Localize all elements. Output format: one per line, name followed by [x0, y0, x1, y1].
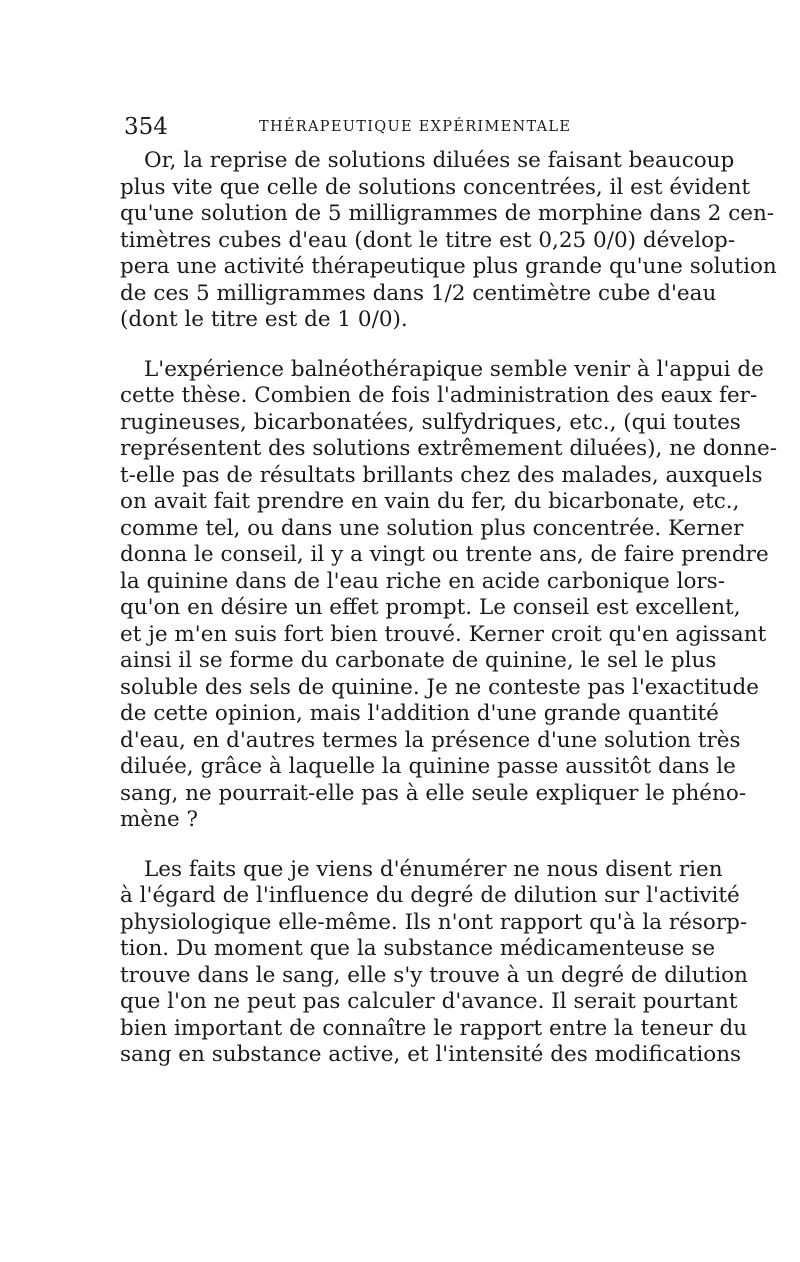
text-line: physiologique elle-même. Ils n'ont rapport qu'à la résorp-	[120, 909, 748, 935]
text-line: mène ?	[120, 807, 199, 832]
text-line: cette thèse. Combien de fois l'administration des eaux fer-	[120, 383, 758, 408]
text-line: pera une activité thérapeutique plus grande qu'une solution	[120, 254, 777, 279]
text-line: diluée, grâce à laquelle la quinine passe aussitôt dans le	[120, 754, 736, 779]
text-line: qu'on en désire un effet prompt. Le conseil est excellent,	[120, 595, 741, 620]
paragraph-gap	[120, 834, 682, 857]
paragraph-1	[120, 148, 777, 334]
running-head	[124, 112, 684, 142]
text-line: soluble des sels de quinine. Je ne conteste pas l'exactitude	[120, 674, 759, 700]
text-line: t-elle pas de résultats brillants chez des malades, auxquels	[120, 462, 763, 488]
text-line: trouve dans le sang, elle s'y trouve à un degré de dilution	[120, 962, 748, 988]
paragraph-3	[120, 856, 748, 1069]
text-line: plus vite que celle de solutions concentrées, il est évident	[120, 174, 751, 200]
text-line: Or, la reprise de solutions diluées se faisant beaucoup	[144, 148, 735, 173]
text-line: la quinine dans de l'eau riche en acide carbonique lors-	[120, 568, 725, 594]
text-line: à l'égard de l'influence du degré de dilution sur l'activité	[120, 883, 740, 908]
paragraph-gap	[120, 334, 682, 357]
text-line: et je m'en suis fort bien trouvé. Kerner croit qu'en agissant	[120, 621, 767, 647]
text-line: de ces 5 milligrammes dans 1/2 centimètre cube d'eau	[120, 280, 717, 306]
text-line: rugineuses, bicarbonatées, sulfydriques, etc., (qui toutes	[120, 409, 741, 435]
body-text	[120, 148, 778, 1069]
text-line: timètres cubes d'eau (dont le titre est 0,25 0/0) dévelop-	[120, 227, 736, 253]
text-line: que l'on ne peut pas calculer d'avance. Il serait pourtant	[120, 989, 738, 1014]
text-line: de cette opinion, mais l'addition d'une grande quantité	[120, 701, 719, 726]
text-line: L'expérience balnéothérapique semble venir à l'appui de	[144, 356, 764, 382]
text-line: donna le conseil, il y a vingt ou trente ans, de faire prendre	[120, 542, 769, 567]
text-line: sang en substance active, et l'intensité des modifications	[120, 1042, 742, 1067]
page-number: 354	[124, 114, 168, 140]
paragraph-2	[120, 356, 778, 834]
text-line: tion. Du moment que la substance médicamenteuse se	[120, 936, 716, 961]
text-line: (dont le titre est de 1 0/0).	[120, 307, 408, 332]
text-line: d'eau, en d'autres termes la présence d'une solution très	[120, 727, 741, 753]
text-line: qu'une solution de 5 milligrammes de morphine dans 2 cen-	[120, 201, 775, 226]
text-line: représentent des solutions extrêmement diluées), ne donne-	[120, 436, 778, 461]
running-title: THÉRAPEUTIQUE EXPÉRIMENTALE	[259, 119, 572, 135]
text-line: Les faits que je viens d'énumérer ne nous disent rien	[144, 856, 723, 882]
text-line: bien important de connaître le rapport entre la teneur du	[120, 1015, 748, 1041]
text-line: on avait fait prendre en vain du fer, du bicarbonate, etc.,	[120, 489, 740, 514]
text-line: ainsi il se forme du carbonate de quinine, le sel le plus	[120, 648, 717, 673]
text-line: comme tel, ou dans une solution plus concentrée. Kerner	[120, 515, 744, 541]
text-line: sang, ne pourrait-elle pas à elle seule expliquer le phéno-	[120, 780, 747, 806]
